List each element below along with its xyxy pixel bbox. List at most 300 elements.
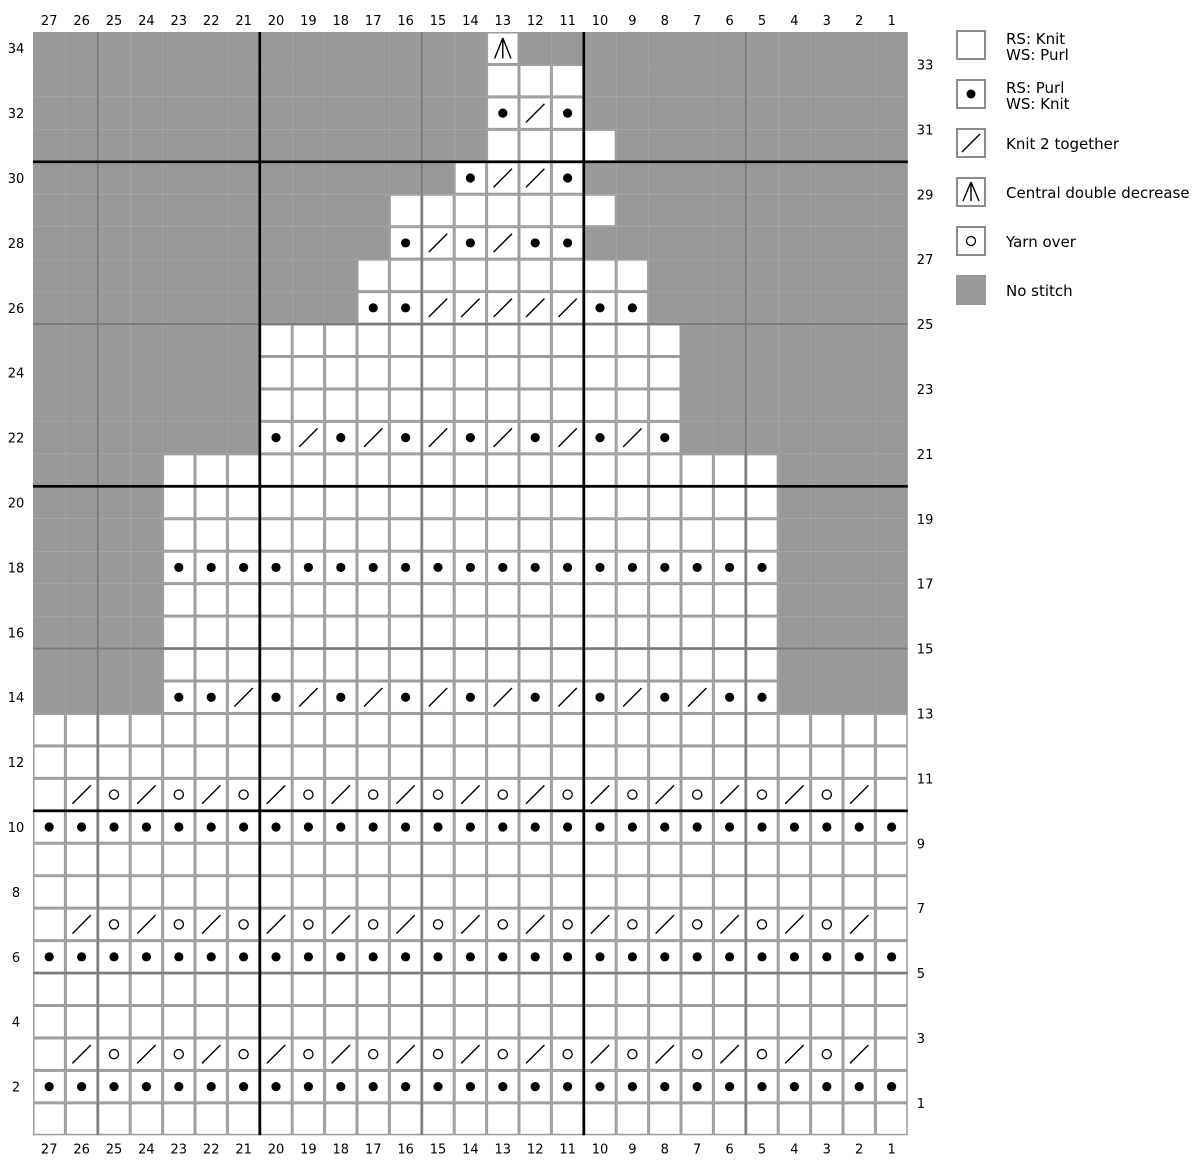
no-stitch-cell bbox=[713, 32, 745, 64]
row-label-left: 22 bbox=[7, 431, 25, 447]
no-stitch-cell bbox=[616, 97, 648, 129]
no-stitch-cell bbox=[65, 389, 97, 421]
knit-cell bbox=[520, 130, 551, 161]
no-stitch-cell bbox=[454, 97, 486, 129]
knit-cell bbox=[99, 714, 130, 745]
column-label-bottom: 9 bbox=[628, 1142, 637, 1158]
knit-cell bbox=[390, 714, 421, 745]
no-stitch-cell bbox=[778, 616, 810, 648]
no-stitch-cell bbox=[195, 421, 227, 453]
purl-cell bbox=[66, 1071, 97, 1102]
purl-cell bbox=[293, 812, 324, 843]
yarn-over-cell bbox=[487, 779, 518, 810]
purl-cell bbox=[617, 292, 648, 323]
knit-cell bbox=[649, 357, 680, 388]
purl-cell bbox=[714, 1071, 745, 1102]
purl-symbol-icon bbox=[956, 79, 986, 109]
knit-cell bbox=[293, 325, 324, 356]
no-stitch-cell bbox=[843, 64, 875, 96]
no-stitch-cell bbox=[227, 32, 259, 64]
knit-cell bbox=[455, 487, 486, 518]
purl-cell bbox=[747, 682, 778, 713]
column-label-bottom: 7 bbox=[693, 1142, 702, 1158]
knit-cell bbox=[714, 520, 745, 551]
k2tog-cell bbox=[423, 227, 454, 258]
knit-cell bbox=[455, 844, 486, 875]
knit-cell bbox=[261, 747, 292, 778]
no-stitch-cell bbox=[843, 519, 875, 551]
knit-cell bbox=[487, 260, 518, 291]
knit-cell bbox=[293, 455, 324, 486]
yarn-over-cell bbox=[99, 909, 130, 940]
no-stitch-cell bbox=[875, 97, 907, 129]
knit-cell bbox=[99, 747, 130, 778]
purl-cell bbox=[163, 682, 194, 713]
no-stitch-cell bbox=[260, 97, 292, 129]
knit-cell bbox=[390, 195, 421, 226]
no-stitch-cell bbox=[98, 227, 130, 259]
knit-cell bbox=[196, 747, 227, 778]
k2tog-cell bbox=[423, 682, 454, 713]
no-stitch-cell bbox=[325, 32, 357, 64]
k2tog-cell bbox=[779, 779, 810, 810]
k2tog-cell bbox=[487, 163, 518, 194]
column-label-top: 19 bbox=[300, 14, 317, 29]
knit-cell bbox=[682, 455, 713, 486]
no-stitch-cell bbox=[325, 129, 357, 161]
knit-cell bbox=[358, 584, 389, 615]
purl-cell bbox=[390, 292, 421, 323]
purl-cell bbox=[358, 552, 389, 583]
no-stitch-cell bbox=[227, 97, 259, 129]
yarn-over-cell bbox=[228, 909, 259, 940]
no-stitch-cell bbox=[65, 681, 97, 713]
purl-cell bbox=[99, 1071, 130, 1102]
purl-cell bbox=[487, 941, 518, 972]
knit-cell bbox=[293, 390, 324, 421]
knit-cell bbox=[520, 1006, 551, 1037]
knit-cell bbox=[585, 520, 616, 551]
purl-cell bbox=[325, 552, 356, 583]
purl-cell bbox=[747, 812, 778, 843]
knit-cell bbox=[487, 520, 518, 551]
yarn-over-cell bbox=[358, 779, 389, 810]
no-stitch-cell bbox=[616, 129, 648, 161]
purl-cell bbox=[455, 1071, 486, 1102]
knit-cell bbox=[66, 844, 97, 875]
no-stitch-cell bbox=[357, 32, 389, 64]
k2tog-cell bbox=[779, 909, 810, 940]
no-stitch-cell bbox=[325, 97, 357, 129]
purl-cell bbox=[34, 812, 65, 843]
k2tog-cell bbox=[293, 422, 324, 453]
knit-cell bbox=[325, 584, 356, 615]
no-stitch-cell bbox=[163, 129, 195, 161]
knit-cell bbox=[390, 649, 421, 680]
no-stitch-cell bbox=[195, 357, 227, 389]
purl-cell bbox=[585, 292, 616, 323]
knit-cell bbox=[520, 876, 551, 907]
knit-cell bbox=[682, 876, 713, 907]
k2tog-cell bbox=[261, 909, 292, 940]
no-stitch-cell bbox=[33, 227, 65, 259]
knit-cell bbox=[34, 747, 65, 778]
no-stitch-cell bbox=[778, 194, 810, 226]
column-label-top: 26 bbox=[73, 14, 90, 29]
no-stitch-cell bbox=[746, 389, 778, 421]
knit-cell bbox=[585, 260, 616, 291]
knit-cell bbox=[487, 455, 518, 486]
k2tog-cell bbox=[585, 909, 616, 940]
knit-cell bbox=[99, 1006, 130, 1037]
knit-cell bbox=[520, 974, 551, 1005]
knit-cell bbox=[747, 455, 778, 486]
purl-cell bbox=[358, 812, 389, 843]
purl-cell bbox=[196, 1071, 227, 1102]
knit-cell bbox=[131, 1104, 162, 1135]
purl-cell bbox=[585, 552, 616, 583]
purl-cell bbox=[617, 812, 648, 843]
purl-cell bbox=[649, 1071, 680, 1102]
no-stitch-cell bbox=[195, 324, 227, 356]
purl-cell bbox=[66, 812, 97, 843]
no-stitch-cell bbox=[875, 292, 907, 324]
no-stitch-cell bbox=[713, 389, 745, 421]
knit-cell bbox=[682, 1104, 713, 1135]
k2tog-cell bbox=[455, 779, 486, 810]
k2tog-cell bbox=[714, 779, 745, 810]
knit-cell bbox=[163, 974, 194, 1005]
knit-cell bbox=[455, 455, 486, 486]
row-label-right: 1 bbox=[916, 1096, 926, 1112]
no-stitch-cell bbox=[325, 259, 357, 291]
k2tog-cell bbox=[552, 292, 583, 323]
purl-cell bbox=[520, 552, 551, 583]
no-stitch-cell bbox=[33, 389, 65, 421]
knit-cell bbox=[228, 844, 259, 875]
no-stitch-cell bbox=[843, 227, 875, 259]
no-stitch-cell bbox=[195, 259, 227, 291]
purl-cell bbox=[714, 552, 745, 583]
no-stitch-cell bbox=[130, 551, 162, 583]
column-label-bottom: 8 bbox=[660, 1142, 669, 1158]
k2tog-cell bbox=[131, 779, 162, 810]
k2tog-cell bbox=[487, 682, 518, 713]
knit-cell bbox=[552, 617, 583, 648]
knit-cell bbox=[423, 1104, 454, 1135]
purl-cell bbox=[131, 812, 162, 843]
legend-label-knit: RS: Knit WS: Purl bbox=[1006, 30, 1069, 64]
knit-cell bbox=[617, 325, 648, 356]
no-stitch-cell bbox=[422, 129, 454, 161]
knit-cell bbox=[34, 1039, 65, 1070]
no-stitch-cell bbox=[227, 162, 259, 194]
no-stitch-cell bbox=[713, 227, 745, 259]
knit-cell bbox=[552, 520, 583, 551]
purl-cell bbox=[358, 941, 389, 972]
knit-cell bbox=[423, 325, 454, 356]
column-label-bottom: 18 bbox=[332, 1142, 350, 1158]
yarn-over-symbol-icon bbox=[956, 226, 986, 256]
no-stitch-cell bbox=[713, 129, 745, 161]
row-label-left: 2 bbox=[11, 1080, 21, 1096]
knit-cell bbox=[358, 1104, 389, 1135]
column-label-bottom: 14 bbox=[462, 1142, 479, 1158]
no-stitch-cell bbox=[33, 649, 65, 681]
no-stitch-cell bbox=[195, 227, 227, 259]
k2tog-cell bbox=[196, 779, 227, 810]
knit-cell bbox=[585, 325, 616, 356]
k2tog-cell bbox=[617, 422, 648, 453]
no-stitch-cell bbox=[65, 227, 97, 259]
no-stitch-cell bbox=[33, 681, 65, 713]
column-label-bottom: 19 bbox=[300, 1142, 317, 1158]
knit-cell bbox=[131, 876, 162, 907]
knit-cell bbox=[261, 974, 292, 1005]
knit-cell bbox=[423, 357, 454, 388]
knit-cell bbox=[196, 649, 227, 680]
purl-cell bbox=[552, 941, 583, 972]
knit-cell bbox=[390, 844, 421, 875]
knit-cell bbox=[423, 260, 454, 291]
no-stitch-cell bbox=[875, 357, 907, 389]
purl-cell bbox=[520, 941, 551, 972]
knit-cell bbox=[617, 714, 648, 745]
k2tog-cell bbox=[844, 1039, 875, 1070]
knit-cell bbox=[585, 1104, 616, 1135]
no-stitch-cell bbox=[843, 162, 875, 194]
no-stitch-cell bbox=[98, 357, 130, 389]
column-label-bottom: 15 bbox=[429, 1142, 447, 1158]
no-stitch-cell bbox=[778, 324, 810, 356]
yarn-over-cell bbox=[99, 1039, 130, 1070]
column-label-bottom: 16 bbox=[397, 1142, 414, 1158]
knit-cell bbox=[487, 876, 518, 907]
knit-cell bbox=[196, 876, 227, 907]
no-stitch-cell bbox=[98, 616, 130, 648]
knit-cell bbox=[455, 357, 486, 388]
column-label-bottom: 2 bbox=[855, 1142, 864, 1158]
row-label-left: 8 bbox=[11, 885, 21, 901]
knit-cell bbox=[649, 974, 680, 1005]
purl-cell bbox=[261, 552, 292, 583]
no-stitch-cell bbox=[681, 32, 713, 64]
no-stitch-cell bbox=[713, 64, 745, 96]
knit-cell bbox=[163, 520, 194, 551]
knit-cell bbox=[876, 974, 907, 1005]
knit-cell bbox=[325, 714, 356, 745]
yarn-over-cell bbox=[163, 779, 194, 810]
row-label-right: 31 bbox=[916, 123, 934, 139]
knit-cell bbox=[66, 1006, 97, 1037]
knit-cell bbox=[423, 520, 454, 551]
no-stitch-cell bbox=[778, 681, 810, 713]
no-stitch-cell bbox=[843, 357, 875, 389]
knit-cell bbox=[66, 876, 97, 907]
knit-cell bbox=[487, 390, 518, 421]
knit-cell bbox=[617, 357, 648, 388]
no-stitch-cell bbox=[713, 357, 745, 389]
no-stitch-cell bbox=[811, 292, 843, 324]
no-stitch-cell bbox=[163, 259, 195, 291]
knit-cell bbox=[682, 844, 713, 875]
column-label-top: 23 bbox=[170, 14, 188, 29]
purl-cell bbox=[552, 1071, 583, 1102]
row-label-left: 20 bbox=[7, 496, 25, 512]
no-stitch-cell bbox=[713, 292, 745, 324]
knit-cell bbox=[844, 844, 875, 875]
purl-cell bbox=[844, 941, 875, 972]
k2tog-cell bbox=[779, 1039, 810, 1070]
knit-cell bbox=[325, 844, 356, 875]
no-stitch-cell bbox=[713, 324, 745, 356]
no-stitch-cell bbox=[811, 129, 843, 161]
knit-cell bbox=[228, 584, 259, 615]
no-stitch-cell bbox=[227, 389, 259, 421]
no-stitch-cell bbox=[33, 97, 65, 129]
purl-cell bbox=[487, 552, 518, 583]
knit-cell bbox=[423, 195, 454, 226]
row-label-right: 7 bbox=[916, 902, 926, 918]
no-stitch-cell bbox=[875, 551, 907, 583]
k2tog-cell bbox=[390, 909, 421, 940]
no-stitch-cell bbox=[778, 97, 810, 129]
knit-cell bbox=[844, 747, 875, 778]
no-stitch-cell bbox=[584, 227, 616, 259]
no-stitch-cell bbox=[163, 324, 195, 356]
no-stitch-cell bbox=[649, 194, 681, 226]
no-stitch-cell bbox=[130, 357, 162, 389]
no-stitch-cell bbox=[163, 227, 195, 259]
yarn-over-cell bbox=[423, 1039, 454, 1070]
knit-cell bbox=[325, 1006, 356, 1037]
knit-cell bbox=[747, 876, 778, 907]
knit-cell bbox=[552, 195, 583, 226]
knit-symbol-icon bbox=[956, 30, 986, 60]
row-label-left: 14 bbox=[7, 691, 25, 707]
yarn-over-cell bbox=[552, 779, 583, 810]
row-label-right: 27 bbox=[916, 253, 934, 269]
knit-cell bbox=[552, 649, 583, 680]
purl-cell bbox=[293, 941, 324, 972]
no-stitch-cell bbox=[130, 64, 162, 96]
knit-cell bbox=[196, 1104, 227, 1135]
no-stitch-cell bbox=[65, 421, 97, 453]
no-stitch-cell bbox=[130, 194, 162, 226]
no-stitch-cell bbox=[875, 194, 907, 226]
purl-cell bbox=[261, 682, 292, 713]
purl-cell bbox=[844, 1071, 875, 1102]
knit-cell bbox=[293, 974, 324, 1005]
knit-cell bbox=[390, 520, 421, 551]
knit-cell bbox=[358, 714, 389, 745]
no-stitch-cell bbox=[357, 194, 389, 226]
k2tog-cell bbox=[261, 779, 292, 810]
purl-cell bbox=[649, 422, 680, 453]
no-stitch-cell bbox=[746, 32, 778, 64]
knit-cell bbox=[99, 876, 130, 907]
knit-cell bbox=[228, 520, 259, 551]
no-stitch-cell bbox=[778, 259, 810, 291]
no-stitch-cell bbox=[195, 389, 227, 421]
purl-cell bbox=[617, 552, 648, 583]
no-stitch-cell bbox=[778, 649, 810, 681]
knit-cell bbox=[552, 584, 583, 615]
purl-cell bbox=[196, 941, 227, 972]
knit-cell bbox=[552, 260, 583, 291]
no-stitch-cell bbox=[843, 259, 875, 291]
column-label-bottom: 17 bbox=[364, 1142, 382, 1158]
legend-item-purl bbox=[956, 79, 1200, 115]
purl-cell bbox=[585, 422, 616, 453]
no-stitch-cell bbox=[325, 292, 357, 324]
column-label-top: 9 bbox=[628, 14, 637, 29]
purl-cell bbox=[552, 552, 583, 583]
no-stitch-cell bbox=[875, 389, 907, 421]
purl-cell bbox=[455, 682, 486, 713]
k2tog-cell bbox=[844, 909, 875, 940]
knit-cell bbox=[131, 844, 162, 875]
no-stitch-cell bbox=[843, 324, 875, 356]
purl-cell bbox=[66, 941, 97, 972]
yarn-over-cell bbox=[423, 909, 454, 940]
no-stitch-cell bbox=[454, 129, 486, 161]
no-stitch-cell bbox=[325, 64, 357, 96]
k2tog-cell bbox=[131, 1039, 162, 1070]
no-stitch-cell bbox=[875, 259, 907, 291]
column-label-bottom: 10 bbox=[591, 1142, 609, 1158]
knit-cell bbox=[779, 844, 810, 875]
knit-cell bbox=[228, 747, 259, 778]
k2tog-cell bbox=[649, 779, 680, 810]
no-stitch-cell bbox=[98, 584, 130, 616]
knit-cell bbox=[714, 455, 745, 486]
knit-cell bbox=[682, 649, 713, 680]
purl-cell bbox=[196, 552, 227, 583]
no-stitch-cell bbox=[65, 551, 97, 583]
no-stitch-cell bbox=[875, 454, 907, 486]
row-label-right: 3 bbox=[916, 1031, 926, 1047]
no-stitch-cell bbox=[65, 454, 97, 486]
k2tog-cell bbox=[585, 779, 616, 810]
no-stitch-cell bbox=[875, 162, 907, 194]
no-stitch-cell bbox=[33, 32, 65, 64]
no-stitch-cell bbox=[649, 162, 681, 194]
column-label-top: 27 bbox=[40, 14, 58, 29]
knit-cell bbox=[617, 974, 648, 1005]
knit-cell bbox=[682, 487, 713, 518]
knit-cell bbox=[325, 876, 356, 907]
knit-cell bbox=[585, 714, 616, 745]
purl-cell bbox=[682, 552, 713, 583]
no-stitch-cell bbox=[811, 519, 843, 551]
knit-cell bbox=[714, 1104, 745, 1135]
no-stitch-cell bbox=[778, 551, 810, 583]
purl-cell bbox=[520, 812, 551, 843]
legend-item-nostitch bbox=[956, 275, 1200, 311]
row-label-right: 23 bbox=[916, 382, 934, 398]
knit-cell bbox=[293, 1006, 324, 1037]
knit-cell bbox=[163, 487, 194, 518]
knit-cell bbox=[585, 357, 616, 388]
knit-cell bbox=[325, 974, 356, 1005]
knit-cell bbox=[714, 844, 745, 875]
knit-cell bbox=[325, 649, 356, 680]
knit-cell bbox=[682, 617, 713, 648]
no-stitch-cell bbox=[130, 129, 162, 161]
knit-cell bbox=[423, 455, 454, 486]
k2tog-cell bbox=[520, 909, 551, 940]
